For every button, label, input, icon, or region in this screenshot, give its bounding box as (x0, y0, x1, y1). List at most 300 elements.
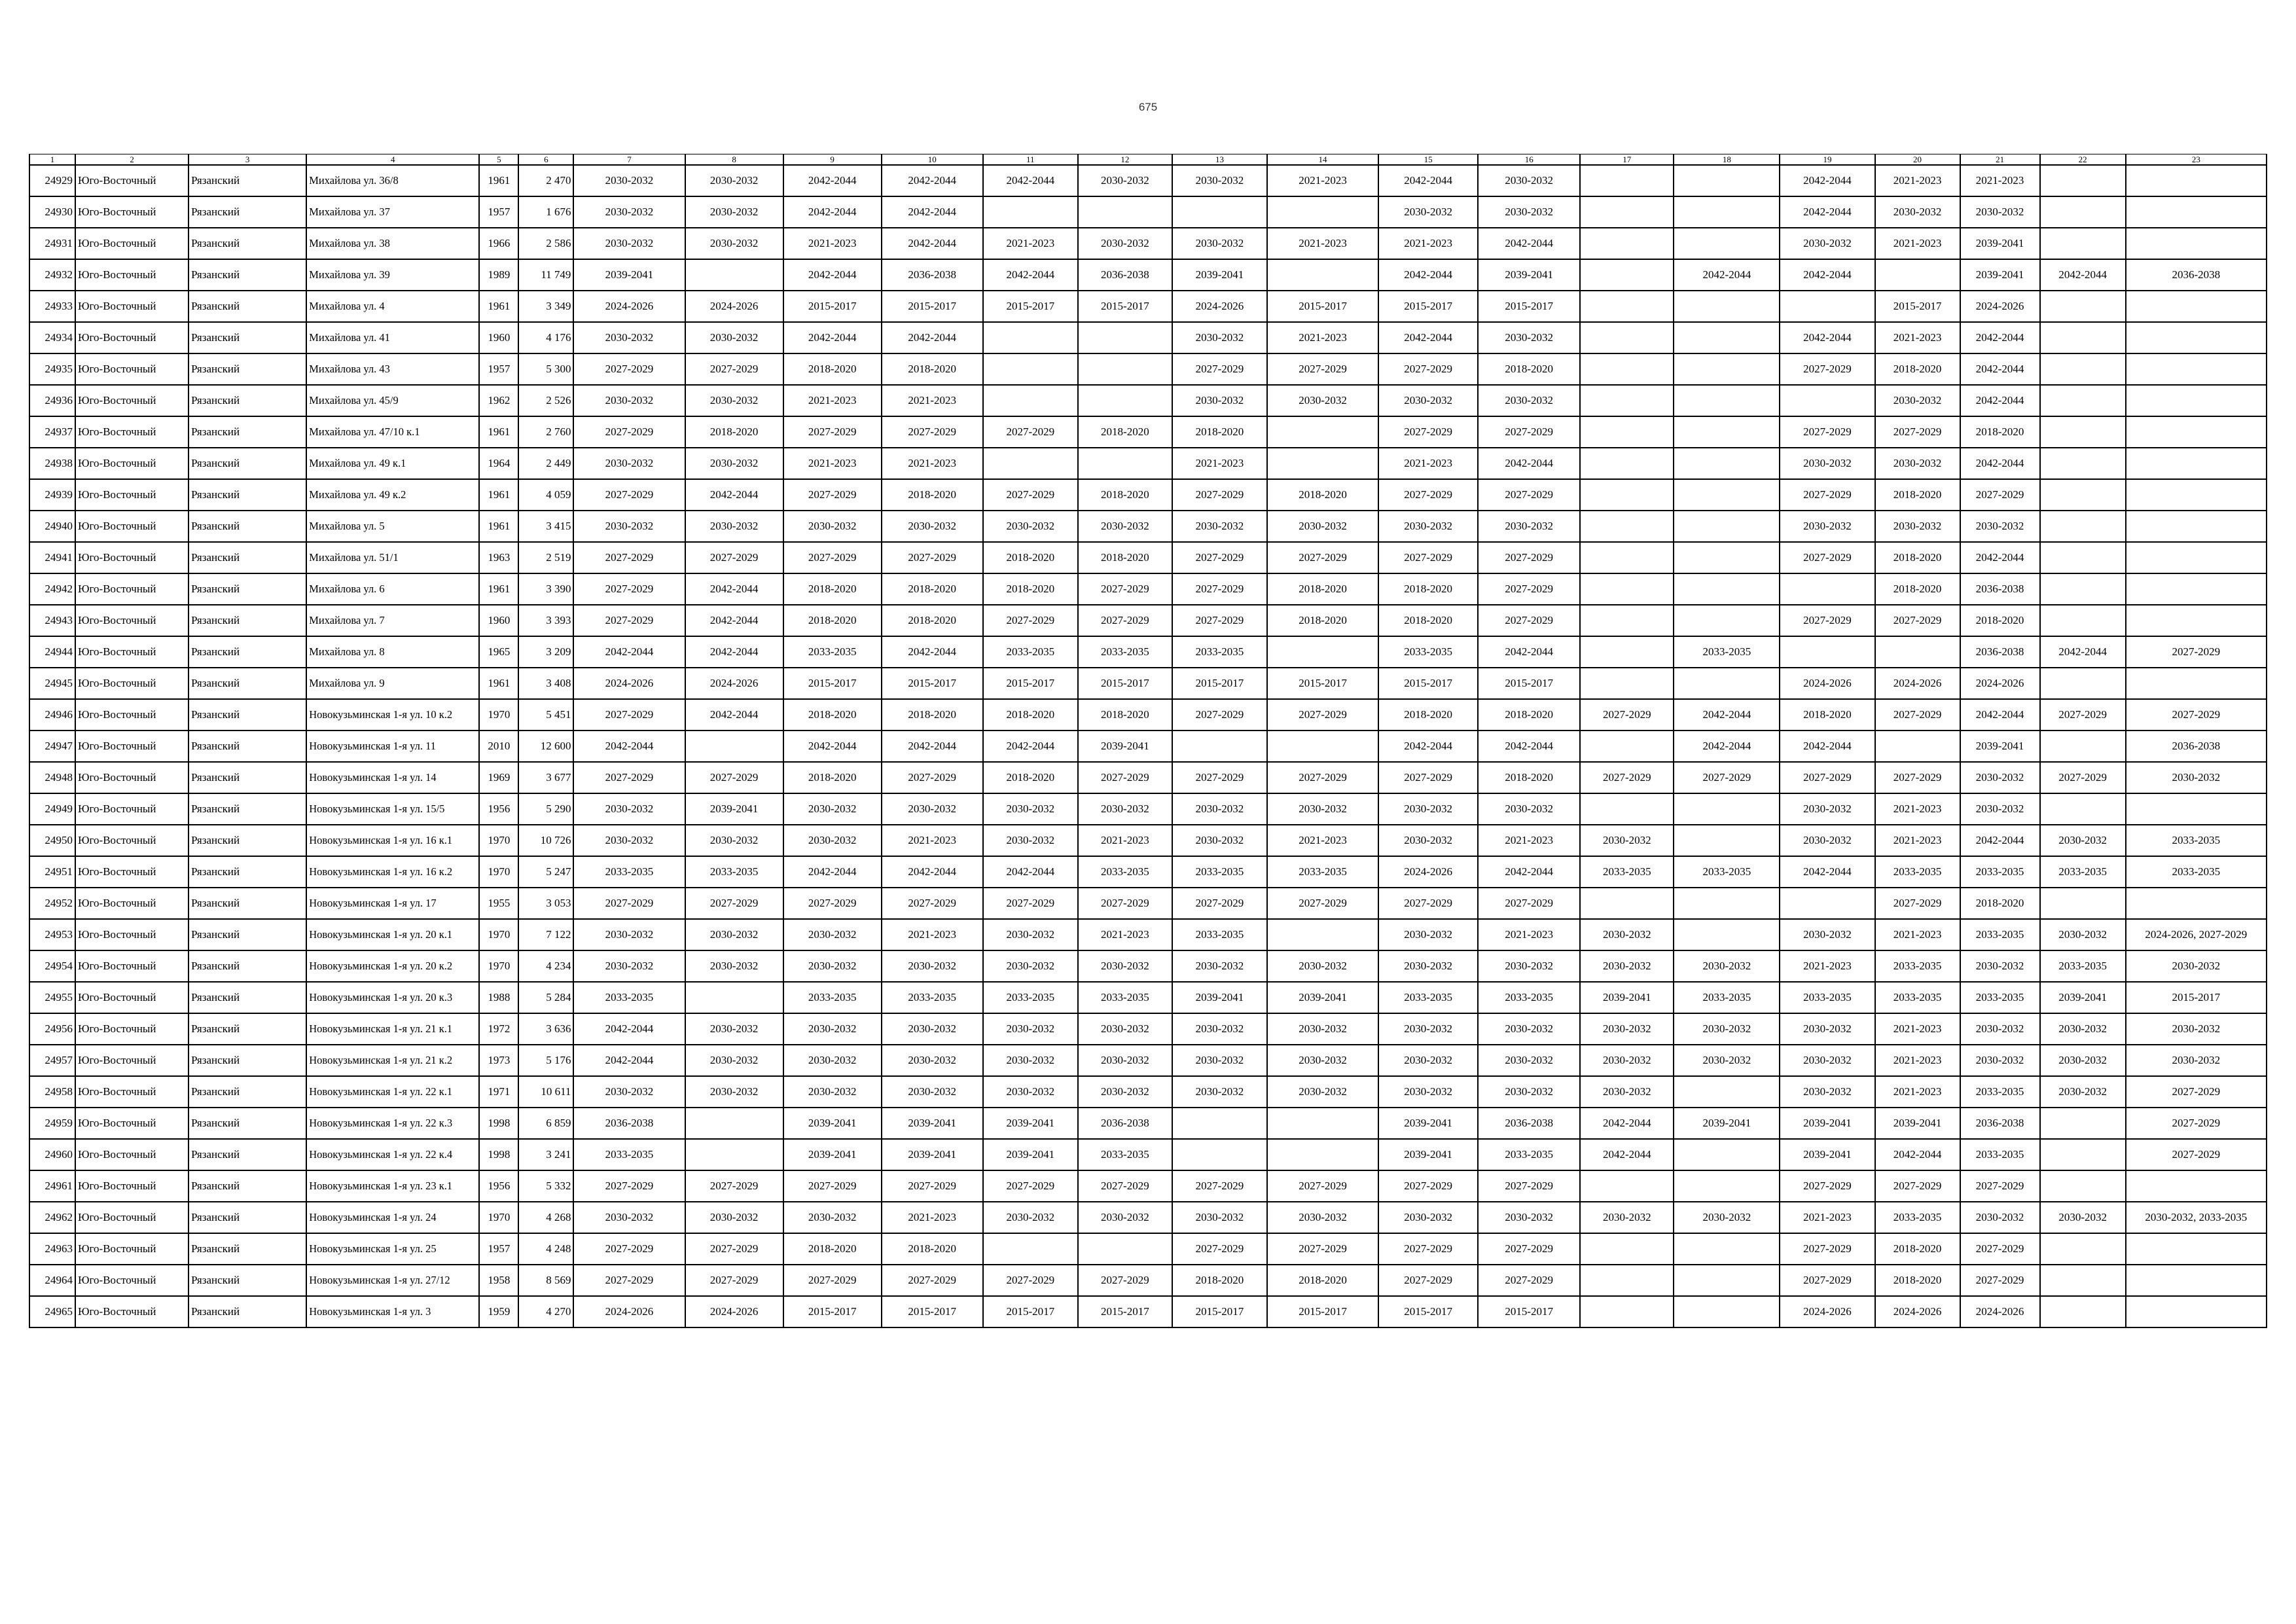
table-cell-col-5: 1970 (479, 699, 518, 731)
table-cell-col-2: Юго-Восточный (75, 1076, 188, 1108)
table-cell-col-23 (2126, 605, 2267, 636)
table-cell-col-3: Рязанский (188, 542, 306, 573)
table-cell-col-20: 2024-2026 (1875, 668, 1960, 699)
table-cell-col-4: Михайлова ул. 36/8 (306, 165, 479, 196)
table-cell-col-21: 2024-2026 (1960, 1296, 2040, 1327)
table-cell-col-1: 24947 (29, 731, 75, 762)
table-cell-col-23: 2036-2038 (2126, 731, 2267, 762)
table-cell-col-7: 2027-2029 (573, 888, 685, 919)
table-cell-col-9: 2027-2029 (783, 479, 882, 511)
table-cell-col-11: 2039-2041 (983, 1139, 1078, 1170)
table-cell-col-6: 12 600 (518, 731, 573, 762)
table-cell-col-2: Юго-Восточный (75, 573, 188, 605)
table-cell-col-21: 2030-2032 (1960, 793, 2040, 825)
table-cell-col-4: Михайлова ул. 6 (306, 573, 479, 605)
table-cell-col-13 (1172, 1139, 1267, 1170)
page-number: 675 (1138, 101, 1158, 113)
table-cell-col-21: 2027-2029 (1960, 479, 2040, 511)
table-cell-col-22 (2040, 731, 2126, 762)
table-cell-col-21: 2033-2035 (1960, 919, 2040, 950)
table-cell-col-10: 2018-2020 (882, 353, 983, 385)
table-cell-col-8: 2027-2029 (685, 762, 783, 793)
table-cell-col-19: 2030-2032 (1780, 919, 1874, 950)
table-cell-col-20: 2027-2029 (1875, 699, 1960, 731)
table-cell-col-15: 2030-2032 (1378, 793, 1478, 825)
table-cell-col-23: 2027-2029 (2126, 1108, 2267, 1139)
table-cell-col-15: 2027-2029 (1378, 1233, 1478, 1265)
table-cell-col-14: 2027-2029 (1267, 888, 1378, 919)
table-cell-col-4: Михайлова ул. 5 (306, 511, 479, 542)
table-cell-col-18 (1674, 353, 1780, 385)
table-cell-col-9: 2027-2029 (783, 888, 882, 919)
table-cell-col-1: 24940 (29, 511, 75, 542)
table-cell-col-8: 2030-2032 (685, 1076, 783, 1108)
table-cell-col-23 (2126, 416, 2267, 448)
table-cell-col-3: Рязанский (188, 699, 306, 731)
table-cell-col-10: 2042-2044 (882, 165, 983, 196)
table-cell-col-16: 2030-2032 (1478, 165, 1580, 196)
table-cell-col-2: Юго-Восточный (75, 385, 188, 416)
table-cell-col-22 (2040, 291, 2126, 322)
table-cell-col-19: 2033-2035 (1780, 982, 1874, 1013)
table-cell-col-7: 2030-2032 (573, 1076, 685, 1108)
table-cell-col-8: 2039-2041 (685, 793, 783, 825)
table-cell-col-14: 2027-2029 (1267, 762, 1378, 793)
table-row (29, 228, 2267, 259)
table-cell-col-21: 2030-2032 (1960, 511, 2040, 542)
table-cell-col-14: 2030-2032 (1267, 1045, 1378, 1076)
table-cell-col-18 (1674, 322, 1780, 353)
table-cell-col-9: 2042-2044 (783, 856, 882, 888)
table-cell-col-17 (1580, 416, 1674, 448)
table-cell-col-4: Михайлова ул. 45/9 (306, 385, 479, 416)
table-cell-col-21: 2042-2044 (1960, 825, 2040, 856)
table-cell-col-8: 2024-2026 (685, 668, 783, 699)
table-cell-col-6: 5 300 (518, 353, 573, 385)
table-cell-col-20: 2039-2041 (1875, 1108, 1960, 1139)
table-cell-col-2: Юго-Восточный (75, 1108, 188, 1139)
table-cell-col-8: 2030-2032 (685, 825, 783, 856)
table-cell-col-16: 2027-2029 (1478, 605, 1580, 636)
table-cell-col-6: 3 241 (518, 1139, 573, 1170)
table-cell-col-9: 2018-2020 (783, 353, 882, 385)
table-cell-col-6: 2 586 (518, 228, 573, 259)
table-cell-col-10: 2027-2029 (882, 888, 983, 919)
table-cell-col-4: Новокузьминская 1-я ул. 20 к.1 (306, 919, 479, 950)
table-cell-col-21: 2030-2032 (1960, 762, 2040, 793)
table-cell-col-16: 2030-2032 (1478, 1202, 1580, 1233)
table-cell-col-9: 2015-2017 (783, 668, 882, 699)
table-cell-col-4: Михайлова ул. 43 (306, 353, 479, 385)
table-cell-col-4: Новокузьминская 1-я ул. 20 к.2 (306, 950, 479, 982)
table-cell-col-7: 2027-2029 (573, 479, 685, 511)
table-cell-col-23 (2126, 511, 2267, 542)
table-cell-col-19: 2042-2044 (1780, 322, 1874, 353)
table-cell-col-17 (1580, 636, 1674, 668)
table-row (29, 731, 2267, 762)
table-cell-col-18 (1674, 793, 1780, 825)
table-cell-col-15: 2027-2029 (1378, 353, 1478, 385)
table-row (29, 1265, 2267, 1296)
table-cell-col-14: 2039-2041 (1267, 982, 1378, 1013)
table-cell-col-5: 1961 (479, 511, 518, 542)
table-cell-col-5: 2010 (479, 731, 518, 762)
table-cell-col-23: 2015-2017 (2126, 982, 2267, 1013)
table-cell-col-2: Юго-Восточный (75, 228, 188, 259)
table-cell-col-4: Новокузьминская 1-я ул. 3 (306, 1296, 479, 1327)
table-cell-col-10: 2042-2044 (882, 322, 983, 353)
column-number-9: 9 (783, 154, 882, 166)
table-cell-col-12: 2027-2029 (1078, 573, 1172, 605)
table-cell-col-12: 2027-2029 (1078, 762, 1172, 793)
table-cell-col-13: 2030-2032 (1172, 825, 1267, 856)
table-cell-col-11 (983, 1233, 1078, 1265)
table-row (29, 448, 2267, 479)
table-cell-col-13: 2027-2029 (1172, 762, 1267, 793)
table-cell-col-21: 2024-2026 (1960, 291, 2040, 322)
table-cell-col-6: 4 248 (518, 1233, 573, 1265)
table-cell-col-1: 24956 (29, 1013, 75, 1045)
table-cell-col-2: Юго-Восточный (75, 605, 188, 636)
table-cell-col-21: 2039-2041 (1960, 259, 2040, 291)
table-cell-col-4: Михайлова ул. 8 (306, 636, 479, 668)
table-cell-col-16: 2030-2032 (1478, 1045, 1580, 1076)
table-cell-col-19: 2030-2032 (1780, 448, 1874, 479)
table-cell-col-16: 2027-2029 (1478, 479, 1580, 511)
table-cell-col-18 (1674, 1296, 1780, 1327)
table-cell-col-9: 2018-2020 (783, 573, 882, 605)
table-cell-col-18 (1674, 479, 1780, 511)
table-cell-col-11: 2030-2032 (983, 511, 1078, 542)
table-cell-col-14: 2027-2029 (1267, 542, 1378, 573)
table-cell-col-15: 2039-2041 (1378, 1108, 1478, 1139)
table-cell-col-22 (2040, 573, 2126, 605)
table-cell-col-18: 2030-2032 (1674, 1202, 1780, 1233)
table-cell-col-17 (1580, 291, 1674, 322)
table-cell-col-1: 24934 (29, 322, 75, 353)
table-cell-col-16: 2027-2029 (1478, 1233, 1580, 1265)
table-cell-col-9: 2018-2020 (783, 762, 882, 793)
table-row (29, 668, 2267, 699)
column-number-19: 19 (1780, 154, 1874, 166)
table-cell-col-2: Юго-Восточный (75, 511, 188, 542)
table-cell-col-11 (983, 385, 1078, 416)
table-cell-col-19: 2042-2044 (1780, 196, 1874, 228)
table-cell-col-16: 2030-2032 (1478, 385, 1580, 416)
table-cell-col-22: 2030-2032 (2040, 919, 2126, 950)
table-cell-col-6: 5 176 (518, 1045, 573, 1076)
table-cell-col-8: 2027-2029 (685, 1233, 783, 1265)
table-cell-col-18: 2030-2032 (1674, 950, 1780, 982)
table-cell-col-7: 2027-2029 (573, 353, 685, 385)
table-cell-col-9: 2021-2023 (783, 228, 882, 259)
table-cell-col-22 (2040, 605, 2126, 636)
table-cell-col-6: 4 176 (518, 322, 573, 353)
table-cell-col-5: 1962 (479, 385, 518, 416)
table-cell-col-16: 2015-2017 (1478, 668, 1580, 699)
table-cell-col-9: 2042-2044 (783, 165, 882, 196)
table-cell-col-22: 2027-2029 (2040, 762, 2126, 793)
table-cell-col-1: 24964 (29, 1265, 75, 1296)
table-cell-col-11: 2042-2044 (983, 165, 1078, 196)
table-cell-col-16: 2027-2029 (1478, 1170, 1580, 1202)
table-cell-col-15: 2024-2026 (1378, 856, 1478, 888)
table-cell-col-1: 24950 (29, 825, 75, 856)
table-cell-col-9: 2030-2032 (783, 1076, 882, 1108)
table-cell-col-21: 2042-2044 (1960, 699, 2040, 731)
table-cell-col-21: 2036-2038 (1960, 636, 2040, 668)
table-cell-col-17 (1580, 605, 1674, 636)
table-cell-col-15: 2027-2029 (1378, 1170, 1478, 1202)
table-cell-col-21: 2036-2038 (1960, 573, 2040, 605)
table-cell-col-12: 2030-2032 (1078, 1013, 1172, 1045)
table-cell-col-22 (2040, 1296, 2126, 1327)
table-cell-col-14: 2021-2023 (1267, 165, 1378, 196)
table-cell-col-5: 1959 (479, 1296, 518, 1327)
table-cell-col-18: 2042-2044 (1674, 699, 1780, 731)
table-cell-col-12: 2018-2020 (1078, 542, 1172, 573)
table-cell-col-8: 2042-2044 (685, 605, 783, 636)
table-row (29, 416, 2267, 448)
table-cell-col-13: 2030-2032 (1172, 793, 1267, 825)
table-cell-col-8: 2042-2044 (685, 636, 783, 668)
table-cell-col-12: 2030-2032 (1078, 511, 1172, 542)
table-cell-col-17: 2030-2032 (1580, 1045, 1674, 1076)
table-cell-col-12: 2018-2020 (1078, 479, 1172, 511)
table-cell-col-13: 2030-2032 (1172, 322, 1267, 353)
table-cell-col-4: Михайлова ул. 49 к.2 (306, 479, 479, 511)
table-cell-col-17: 2042-2044 (1580, 1139, 1674, 1170)
table-cell-col-20: 2018-2020 (1875, 353, 1960, 385)
table-cell-col-11: 2015-2017 (983, 668, 1078, 699)
table-cell-col-13: 2030-2032 (1172, 228, 1267, 259)
table-cell-col-7: 2042-2044 (573, 1045, 685, 1076)
table-cell-col-16: 2030-2032 (1478, 793, 1580, 825)
table-cell-col-3: Рязанский (188, 1170, 306, 1202)
table-cell-col-13: 2030-2032 (1172, 1045, 1267, 1076)
table-cell-col-7: 2039-2041 (573, 259, 685, 291)
table-row (29, 542, 2267, 573)
table-cell-col-3: Рязанский (188, 448, 306, 479)
table-cell-col-10: 2018-2020 (882, 699, 983, 731)
table-cell-col-15: 2030-2032 (1378, 1045, 1478, 1076)
table-cell-col-7: 2024-2026 (573, 668, 685, 699)
table-cell-col-11: 2030-2032 (983, 1076, 1078, 1108)
table-cell-col-21: 2033-2035 (1960, 1139, 2040, 1170)
table-cell-col-3: Рязанский (188, 322, 306, 353)
table-cell-col-20: 2027-2029 (1875, 416, 1960, 448)
table-cell-col-7: 2024-2026 (573, 291, 685, 322)
column-number-20: 20 (1875, 154, 1960, 166)
table-cell-col-7: 2033-2035 (573, 856, 685, 888)
table-cell-col-12 (1078, 448, 1172, 479)
table-cell-col-1: 24931 (29, 228, 75, 259)
table-cell-col-3: Рязанский (188, 825, 306, 856)
table-cell-col-21: 2039-2041 (1960, 228, 2040, 259)
table-row (29, 825, 2267, 856)
table-cell-col-9: 2015-2017 (783, 291, 882, 322)
table-cell-col-11: 2018-2020 (983, 573, 1078, 605)
table-cell-col-10: 2033-2035 (882, 982, 983, 1013)
table-cell-col-1: 24936 (29, 385, 75, 416)
table-cell-col-10: 2018-2020 (882, 573, 983, 605)
table-cell-col-12: 2015-2017 (1078, 291, 1172, 322)
table-cell-col-2: Юго-Восточный (75, 479, 188, 511)
table-cell-col-8: 2030-2032 (685, 448, 783, 479)
table-cell-col-6: 2 470 (518, 165, 573, 196)
table-row (29, 385, 2267, 416)
table-cell-col-10: 2018-2020 (882, 479, 983, 511)
table-cell-col-17 (1580, 448, 1674, 479)
table-cell-col-20: 2018-2020 (1875, 573, 1960, 605)
table-cell-col-12: 2015-2017 (1078, 1296, 1172, 1327)
table-cell-col-9: 2030-2032 (783, 511, 882, 542)
table-cell-col-5: 1970 (479, 825, 518, 856)
table-cell-col-4: Новокузьминская 1-я ул. 23 к.1 (306, 1170, 479, 1202)
table-cell-col-20: 2015-2017 (1875, 291, 1960, 322)
table-row (29, 1108, 2267, 1139)
table-cell-col-10: 2042-2044 (882, 636, 983, 668)
table-cell-col-10: 2042-2044 (882, 228, 983, 259)
table-cell-col-7: 2030-2032 (573, 825, 685, 856)
table-cell-col-5: 1970 (479, 950, 518, 982)
table-cell-col-17 (1580, 322, 1674, 353)
table-cell-col-7: 2030-2032 (573, 950, 685, 982)
table-cell-col-16: 2027-2029 (1478, 573, 1580, 605)
table-cell-col-9: 2039-2041 (783, 1108, 882, 1139)
table-cell-col-13: 2033-2035 (1172, 636, 1267, 668)
table-cell-col-12: 2036-2038 (1078, 1108, 1172, 1139)
table-cell-col-3: Рязанский (188, 1045, 306, 1076)
table-cell-col-15: 2030-2032 (1378, 1202, 1478, 1233)
table-cell-col-9: 2030-2032 (783, 950, 882, 982)
table-cell-col-21: 2024-2026 (1960, 668, 2040, 699)
table-cell-col-21: 2030-2032 (1960, 1202, 2040, 1233)
table-cell-col-2: Юго-Восточный (75, 1202, 188, 1233)
table-cell-col-11: 2030-2032 (983, 1045, 1078, 1076)
table-cell-col-7: 2027-2029 (573, 1233, 685, 1265)
table-cell-col-7: 2030-2032 (573, 196, 685, 228)
table-cell-col-2: Юго-Восточный (75, 259, 188, 291)
table-cell-col-19: 2021-2023 (1780, 950, 1874, 982)
table-row (29, 196, 2267, 228)
table-cell-col-9: 2027-2029 (783, 416, 882, 448)
table-cell-col-10: 2042-2044 (882, 856, 983, 888)
table-cell-col-16: 2030-2032 (1478, 196, 1580, 228)
table-cell-col-11: 2042-2044 (983, 259, 1078, 291)
table-cell-col-20: 2021-2023 (1875, 1045, 1960, 1076)
table-cell-col-16: 2015-2017 (1478, 1296, 1580, 1327)
table-cell-col-1: 24948 (29, 762, 75, 793)
table-cell-col-17: 2027-2029 (1580, 762, 1674, 793)
table-cell-col-5: 1961 (479, 668, 518, 699)
table-cell-col-12 (1078, 322, 1172, 353)
table-cell-col-3: Рязанский (188, 982, 306, 1013)
table-cell-col-4: Новокузьминская 1-я ул. 11 (306, 731, 479, 762)
table-cell-col-1: 24944 (29, 636, 75, 668)
table-cell-col-20: 2027-2029 (1875, 1170, 1960, 1202)
table-cell-col-18 (1674, 511, 1780, 542)
column-number-15: 15 (1378, 154, 1478, 166)
table-cell-col-22: 2030-2032 (2040, 825, 2126, 856)
table-cell-col-5: 1957 (479, 353, 518, 385)
table-cell-col-15: 2042-2044 (1378, 731, 1478, 762)
column-number-11: 11 (983, 154, 1078, 166)
table-cell-col-20: 2033-2035 (1875, 982, 1960, 1013)
table-cell-col-5: 1961 (479, 479, 518, 511)
table-cell-col-15: 2030-2032 (1378, 1013, 1478, 1045)
table-cell-col-6: 10 611 (518, 1076, 573, 1108)
table-cell-col-16: 2018-2020 (1478, 353, 1580, 385)
table-cell-col-7: 2030-2032 (573, 385, 685, 416)
table-cell-col-6: 3 636 (518, 1013, 573, 1045)
table-cell-col-19: 2030-2032 (1780, 511, 1874, 542)
table-cell-col-18 (1674, 668, 1780, 699)
table-cell-col-4: Новокузьминская 1-я ул. 27/12 (306, 1265, 479, 1296)
table-cell-col-17 (1580, 1265, 1674, 1296)
table-cell-col-14 (1267, 448, 1378, 479)
table-cell-col-6: 3 408 (518, 668, 573, 699)
table-cell-col-15: 2018-2020 (1378, 699, 1478, 731)
table-cell-col-11: 2018-2020 (983, 699, 1078, 731)
table-row (29, 259, 2267, 291)
table-cell-col-5: 1970 (479, 1202, 518, 1233)
table-cell-col-10: 2027-2029 (882, 1265, 983, 1296)
table-cell-col-2: Юго-Восточный (75, 1265, 188, 1296)
table-cell-col-6: 3 677 (518, 762, 573, 793)
table-cell-col-10: 2021-2023 (882, 919, 983, 950)
table-cell-col-23 (2126, 322, 2267, 353)
table-cell-col-2: Юго-Восточный (75, 888, 188, 919)
table-cell-col-23 (2126, 1265, 2267, 1296)
table-cell-col-15: 2033-2035 (1378, 982, 1478, 1013)
table-cell-col-20: 2030-2032 (1875, 196, 1960, 228)
table-cell-col-18 (1674, 1233, 1780, 1265)
table-cell-col-23 (2126, 165, 2267, 196)
table-cell-col-3: Рязанский (188, 1013, 306, 1045)
table-cell-col-19: 2027-2029 (1780, 1170, 1874, 1202)
table-cell-col-10: 2021-2023 (882, 1202, 983, 1233)
table-cell-col-1: 24954 (29, 950, 75, 982)
table-cell-col-6: 3 349 (518, 291, 573, 322)
table-cell-col-11: 2030-2032 (983, 950, 1078, 982)
table-cell-col-8: 2018-2020 (685, 416, 783, 448)
table-cell-col-5: 1965 (479, 636, 518, 668)
table-cell-col-14: 2030-2032 (1267, 1076, 1378, 1108)
table-cell-col-20: 2027-2029 (1875, 605, 1960, 636)
table-cell-col-16: 2030-2032 (1478, 950, 1580, 982)
table-cell-col-12: 2033-2035 (1078, 982, 1172, 1013)
table-cell-col-17: 2027-2029 (1580, 699, 1674, 731)
table-cell-col-18 (1674, 542, 1780, 573)
table-cell-col-12: 2027-2029 (1078, 888, 1172, 919)
table-cell-col-14: 2018-2020 (1267, 573, 1378, 605)
table-cell-col-5: 1971 (479, 1076, 518, 1108)
table-cell-col-12: 2030-2032 (1078, 1202, 1172, 1233)
table-cell-col-21: 2030-2032 (1960, 1013, 2040, 1045)
table-cell-col-15: 2015-2017 (1378, 1296, 1478, 1327)
table-cell-col-13: 2030-2032 (1172, 511, 1267, 542)
table-cell-col-21: 2030-2032 (1960, 1045, 2040, 1076)
column-number-8: 8 (685, 154, 783, 166)
table-cell-col-8: 2030-2032 (685, 385, 783, 416)
table-cell-col-2: Юго-Восточный (75, 291, 188, 322)
table-cell-col-2: Юго-Восточный (75, 762, 188, 793)
table-cell-col-23 (2126, 888, 2267, 919)
table-cell-col-22 (2040, 385, 2126, 416)
table-cell-col-12: 2030-2032 (1078, 950, 1172, 982)
table-cell-col-7: 2030-2032 (573, 511, 685, 542)
